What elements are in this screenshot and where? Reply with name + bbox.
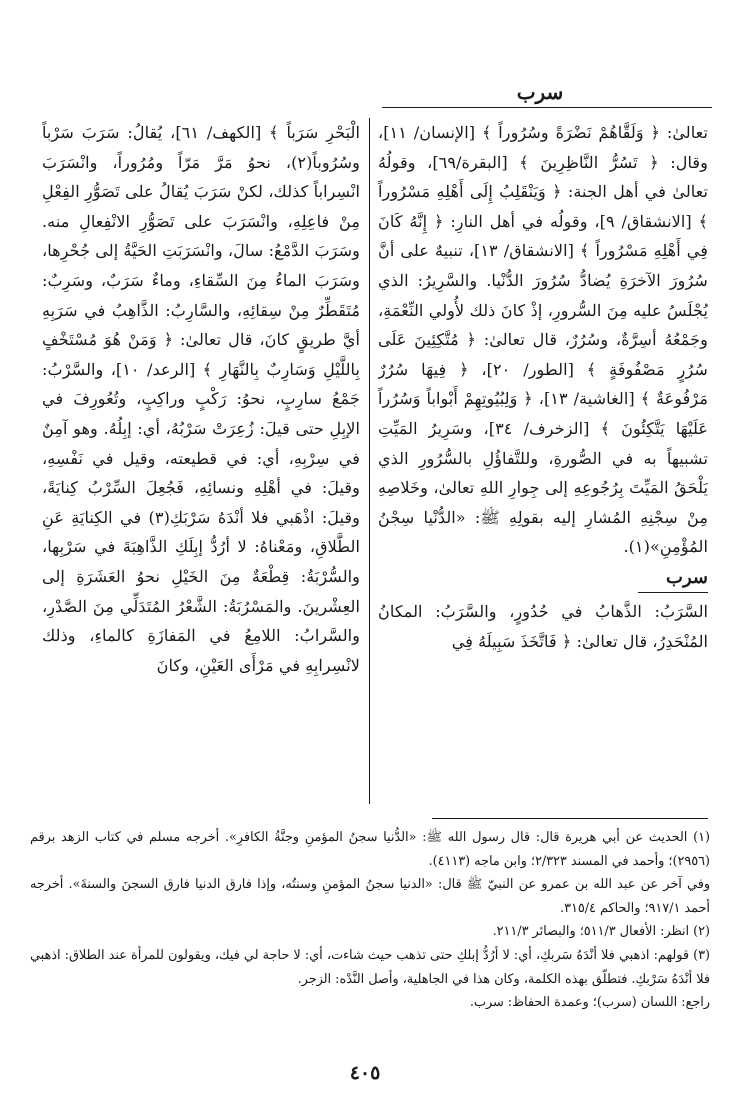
footnotes — [30, 826, 710, 1015]
left-column — [42, 118, 360, 804]
header-rule — [382, 107, 712, 108]
page-header-root-word: سرب — [516, 80, 564, 104]
right-column-entry-text: السَّرَبُ: الذَّهابُ في حُدُورٍ، والسَّرَبُ: المكانُ المُنْحَدِرُ، قال تعالىٰ: ﴿ فَاتَّخَذَ سَبِيلَهُ فِي — [378, 601, 708, 651]
page-number: ٤٠٥ — [349, 1062, 381, 1084]
right-column-paragraph: تعالىٰ: ﴿ وَلَقَّاهُمْ نَضْرَةً وسُرُوراً ﴾ [الإنسان/ ١١]، وقال: ﴿ تَسُرُّ النَّاظِرِينَ ﴾ [البقرة/٦٩]، وقولُهُ تعالىٰ في أهل الجنة: ﴿ وَيَنْقَلِبُ إِلَى أَهْلِهِ مَسْرُوراً ﴾ [الانشقاق/ ٩]، وقولُه في أهل النارِ: ﴿ إِنَّهُ كَانَ فِي أَهْلِهِ مَسْرُوراً ﴾ [الانشقاق/ ١٣]، تنبيهٌ على أنَّ سُرُورَ الآخرَةِ يُضادُّ سُرُورَ الدُّنْيا. والسَّرِيرُ: الذي يُجْلَسُ عليه مِنَ السُّرورِ، إذْ كانَ ذلك لأُولي النِّعْمَةِ، وجَمْعُهُ أسِرَّةٌ، وسُرُرٌ، قال تعالىٰ: ﴿ مُتَّكِئِينَ عَلَى سُرُرٍ مَصْفُوفَةٍ ﴾ [الطور/ ٢٠]، ﴿ فِيهَا سُرُرٌ مَرْفُوعَةٌ ﴾ [الغاشية/ ١٣]، ﴿ وَلِبُيُوتِهِمْ أَبْواباً وَسُرُراً عَلَيْهَا يَتَّكِئُونَ ﴾ [الزخرف/ ٣٤]، وسَرِيرُ المَيِّتِ تشبيهاً به في الصُّورةِ، وللتَّفاؤُلِ بالسُّرُورِ الذي يَلْحَقُ المَيِّتَ بِرُجُوعِهِ إلى جِوارِ اللهِ تعالىٰ، وخَلاصِهِ مِنْ سِجْنِهِ المُشارِ إليه بقولِهِ ﷺ: «الدُّنْيا سِجْنُ المُؤْمِنِ»(١). — [378, 123, 708, 557]
footnote-2: (٢) انظر: الأفعال ٥١١/٣؛ والبصائر ٢١١/٣. — [492, 924, 710, 940]
footnote-3-continued: راجع: اللسان (سرب)؛ وعمدة الحفاظ: سرب. — [469, 995, 710, 1011]
subheading-rule — [638, 592, 708, 593]
footnote-separator — [432, 818, 708, 819]
column-divider — [369, 118, 370, 804]
right-column — [378, 118, 708, 804]
footnote-1-continued: وفي آخر عن عبد الله بن عمرو عن النبيّ ﷺ قال: «الدنيا سجنُ المؤمنِ وسنتُه، وإذا فارق الدنيا فارق السجنَ والسنةَ». أخرجه أحمد ٩١٧/١؛ والحاكم ٣١٥/٤. — [30, 877, 710, 916]
footnote-3: (٣) قولهم: اذهبي فلا أنْدَهُ سَربكِ، أي: لا أرُدُّ إبلكِ حتى تذهب حيث شاءت، أي: لا حاجة لي فيك، ويقولون للمرأة عند الطلاق: اذهبي فلا أنْدَهُ سَرْبكِ. فتطلّق بهذه الكلمة، وكان هذا في الجاهلية، وأصل النَّدْه: الزجر. — [30, 947, 710, 987]
footnote-1: (١) الحديث عن أبي هريرة قال: قال رسول الله ﷺ: «الدُّنيا سجنُ المؤمنِ وجنَّةُ الكافرِ». أخرجه مسلم في كتاب الزهد برقم (٢٩٥٦)؛ وأحمد في المسند ٢/٣٢٣؛ وابن ماجه (٤١١٣). — [30, 830, 710, 869]
left-column-paragraph: الْبَحْرِ سَرَباً ﴾ [الكهف/ ٦١]، يُقالُ: سَرَبَ سَرْباً وسُرُوباً(٢)، نحوُ مَرَّ مَرّاً ومُرُوراً، وانْسَرَبَ انْسِراباً كذلك، لكنْ سَرَبَ يُقالُ على تَصَوُّرِ الفِعْلِ مِنْ فاعِلِهِ، وانْسَرَبَ على تَصَوُّرِ الانْفِعالِ منه. وسَرَبَ الدَّمْعُ: سالَ، وانْسَرَبَتِ الحَيَّةُ إلى جُحْرِها، وسَرَبَ الماءُ مِنَ السِّقاءِ، وماءٌ سَرَبٌ، وسَرِبٌ: مُتَقَطِّرٌ مِنْ سِقائِهِ، والسَّارِبُ: الذَّاهِبُ في سَرَبِهِ أيَّ طريقٍ كانَ، قال تعالىٰ: ﴿ وَمَنْ هُوَ مُسْتَخْفٍ بِاللَّيْلِ وَسَارِبٌ بِالنَّهَارِ ﴾ [الرعد/ ١٠]، والسَّرْبُ: جَمْعُ سارِبٍ، نحوُ: رَكْبٍ وراكِبٍ، وتُعُورِفَ في الإبِلِ حتى قيلَ: زُعِرَتْ سَرْبُهُ، أي: إبِلُهُ. وهو آمِنٌ في سِرْبِهِ، أي: في قطيعته، وقيل في نَفْسِهِ، وقيلَ: في أهْلِهِ ونسائِهِ، فَجُعِلَ السِّرْبُ كِنايَةً، وقيلَ: اذْهَبي فلا أنْدَهُ سَرْبَكِ(٣) في الكِنايَةِ عَنِ الطَّلاقِ، ومَعْناهُ: لا أرُدُّ إبِلَكِ الذَّاهِبَةَ في سَرْبِها، والسُّرْبَةُ: قِطْعَةٌ مِنَ الخَيْلِ نحوُ العَشَرَةِ إلى العِشْرينَ. والمَسْرُبَةُ: الشَّعْرُ المُتَدَلِّي مِنَ الصَّدْرِ، والسَّرابُ: اللامِعُ في المَفازَةِ كالماءِ، وذلك لانْسِرابِهِ في مَرْأَى العَيْنِ، وكانَ — [42, 123, 360, 675]
entry-subheading: سرب — [666, 566, 708, 588]
